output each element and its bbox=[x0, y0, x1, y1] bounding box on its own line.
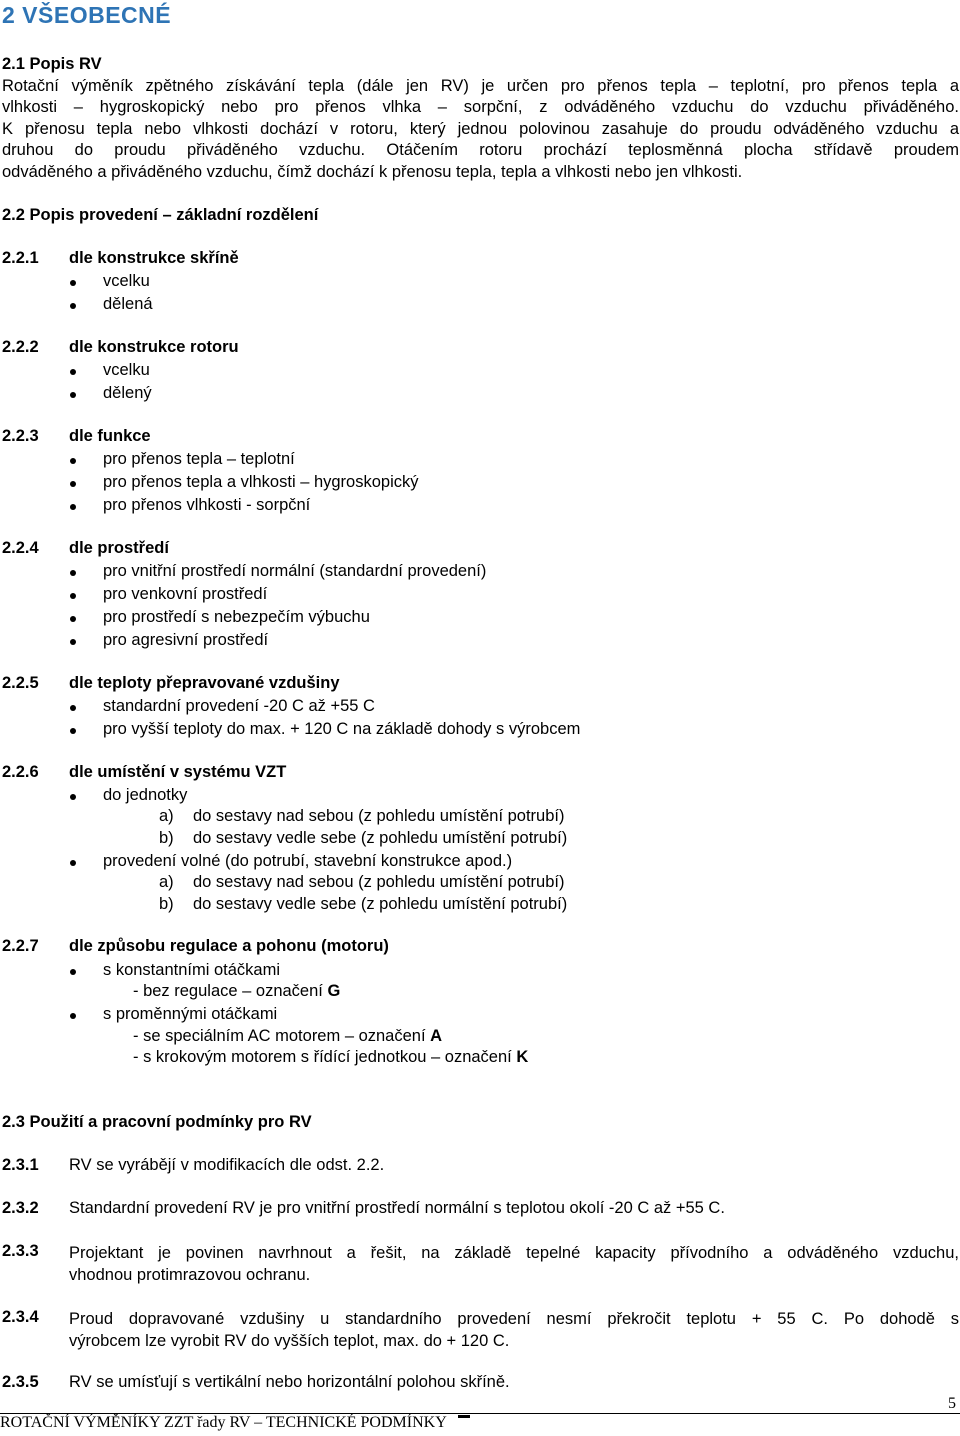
page-number: 5 bbox=[948, 1395, 956, 1412]
bullet-icon bbox=[70, 570, 76, 576]
item-number: 2.2.4 bbox=[2, 539, 39, 557]
section-title-2-2: 2.2 Popis provedení – základní rozdělení bbox=[2, 206, 319, 224]
footer-marker bbox=[458, 1415, 470, 1418]
item-number: 2.2.1 bbox=[2, 249, 39, 267]
paragraph-line: druhou do proudu přiváděného vzduchu. Otáčením rotoru prochází teplosměnná plocha střídavě proudem bbox=[2, 141, 959, 160]
section-title-2-3: 2.3 Použití a pracovní podmínky pro RV bbox=[2, 1113, 312, 1131]
item-title: dle teploty přepravované vzdušiny bbox=[69, 674, 340, 692]
section-title-2-1: 2.1 Popis RV bbox=[2, 55, 102, 73]
chapter-heading: 2 VŠEOBECNÉ bbox=[2, 2, 172, 28]
bullet-icon bbox=[70, 794, 76, 800]
bullet-icon bbox=[70, 392, 76, 398]
item-number: 2.2.2 bbox=[2, 338, 39, 356]
sub-list-item: - s krokovým motorem s řídící jednotkou – označení K bbox=[133, 1048, 529, 1066]
item-text: Projektant je povinen navrhnout a řešit, na základě tepelné kapacity přívodního a odváděného vzduchu, vhodnou protimrazovou ochranu. bbox=[69, 1244, 959, 1284]
bullet-icon bbox=[70, 728, 76, 734]
bullet-icon bbox=[70, 481, 76, 487]
item-number: 2.2.6 bbox=[2, 763, 39, 781]
item-text: Standardní provedení RV je pro vnitřní prostředí normální s teplotou okolí -20 C až +55 C. bbox=[69, 1199, 725, 1217]
item-title: dle umístění v systému VZT bbox=[69, 763, 287, 781]
item-text: RV se umísťují s vertikální nebo horizontální polohou skříně. bbox=[69, 1373, 510, 1391]
sub-list-item: - bez regulace – označení G bbox=[133, 982, 341, 1000]
paragraph-line: odváděného a přiváděného vzduchu, čímž dochází k přenosu tepla, tepla a vlhkosti nebo jen vlhkosti. bbox=[2, 162, 743, 181]
bullet-icon bbox=[70, 280, 76, 286]
item-title: dle konstrukce skříně bbox=[69, 249, 239, 267]
item-title: dle způsobu regulace a pohonu (motoru) bbox=[69, 937, 389, 955]
bullet-icon bbox=[70, 458, 76, 464]
item-number: 2.2.7 bbox=[2, 937, 39, 955]
item-number: 2.3.4 bbox=[2, 1308, 39, 1326]
item-text: Proud dopravované vzdušiny u standardního provedení nesmí překročit teplotu + 55 C. Po dohodě s výrobcem lze vyrobit RV do vyšších teplot, max. do + 120 C. bbox=[69, 1310, 959, 1350]
bullet-icon bbox=[70, 639, 76, 645]
item-number: 2.2.3 bbox=[2, 427, 39, 445]
sub-list-item: - se speciálním AC motorem – označení A bbox=[133, 1027, 443, 1045]
paragraph-line: vlhkosti – hygroskopický nebo pro přenos vlhka – sorpční, z odváděného vzduchu do vzduchu přiváděného. bbox=[2, 98, 959, 117]
item-title: dle prostředí bbox=[69, 539, 169, 557]
bullet-icon bbox=[70, 593, 76, 599]
item-title: dle funkce bbox=[69, 427, 151, 445]
item-text: RV se vyrábějí v modifikacích dle odst. 2.2. bbox=[69, 1156, 385, 1174]
bullet-icon bbox=[70, 705, 76, 711]
bullet-icon bbox=[70, 504, 76, 510]
item-number: 2.3.2 bbox=[2, 1199, 39, 1217]
item-number: 2.2.5 bbox=[2, 674, 39, 692]
footer-title: ROTAČNÍ VÝMĚNÍKY ZZT řady RV – TECHNICKÉ PODMÍNKY bbox=[0, 1414, 447, 1431]
bullet-icon bbox=[70, 369, 76, 375]
item-title: dle konstrukce rotoru bbox=[69, 338, 239, 356]
bullet-icon bbox=[70, 1013, 76, 1019]
item-number: 2.3.3 bbox=[2, 1242, 39, 1260]
paragraph-line: Rotační výměník zpětného získávání tepla (dále jen RV) je určen pro přenos tepla – teplotní, pro přenos tepla a bbox=[2, 77, 959, 95]
item-number: 2.3.5 bbox=[2, 1373, 39, 1391]
item-number: 2.3.1 bbox=[2, 1156, 39, 1174]
bullet-icon bbox=[70, 616, 76, 622]
paragraph-line: K přenosu tepla nebo vlhkosti dochází v rotoru, který jednou polovinou zasahuje do proudu odváděného vzduchu a bbox=[2, 119, 959, 138]
bullet-icon bbox=[70, 303, 76, 309]
bullet-icon bbox=[70, 969, 76, 975]
bullet-icon bbox=[70, 860, 76, 866]
section-2-1-paragraph bbox=[2, 76, 959, 183]
